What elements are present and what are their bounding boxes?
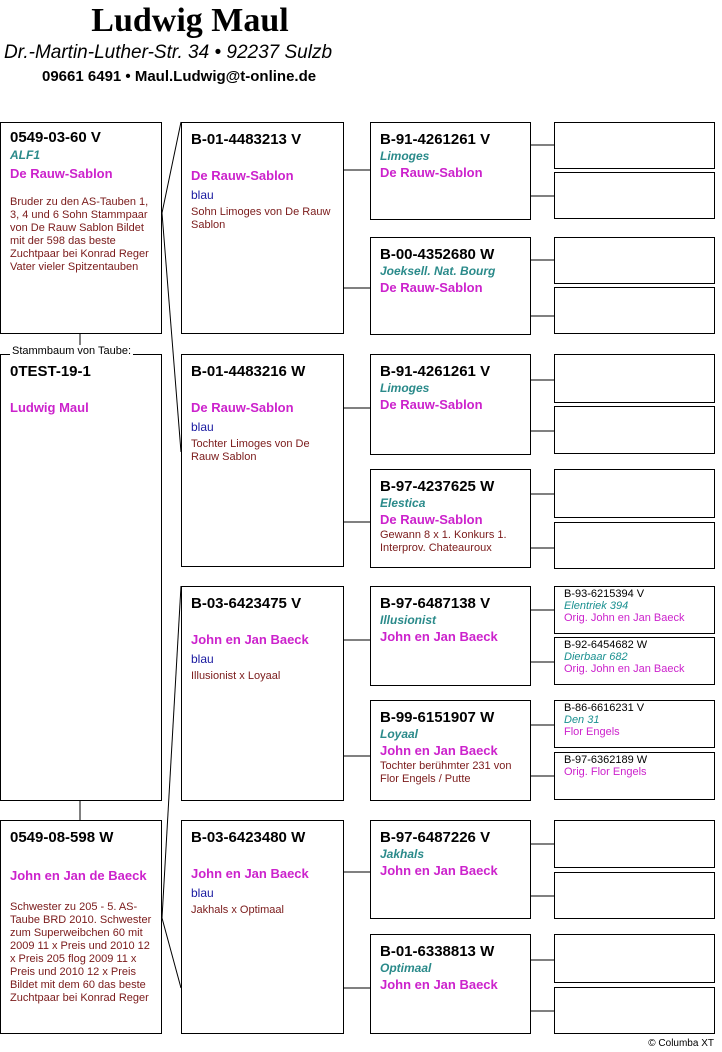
grandparent-card[interactable] — [181, 122, 344, 334]
empty-ancestor-slot[interactable] — [554, 406, 715, 454]
ring-number: 0549-08-598 W — [10, 829, 114, 846]
ring-number: B-03-6423475 V — [191, 595, 302, 612]
breeder: De Rauw-Sablon — [380, 397, 483, 412]
ancestor-card-small[interactable] — [554, 700, 715, 748]
ring-number: B-03-6423480 W — [191, 829, 306, 846]
ancestor-card-small[interactable] — [554, 752, 715, 800]
breeder: John en Jan Baeck — [380, 629, 498, 644]
subject-card[interactable] — [0, 354, 162, 801]
breeder: John en Jan Baeck — [191, 632, 309, 647]
breeder: De Rauw-Sablon — [191, 400, 294, 415]
description: Bruder zu den AS-Tauben 1, 3, 4 und 6 Sohn Stammpaar von De Rauw Sablon Bildet mit der 598 das beste Zuchtpaar bei Konrad Reger Vater vieler Spitzentauben — [10, 196, 149, 273]
breeder: De Rauw-Sablon — [380, 165, 483, 180]
ancestor-card-small[interactable] — [554, 586, 715, 634]
great-grandparent-card[interactable] — [370, 122, 531, 220]
breeder-address: Dr.-Martin-Luther-Str. 34 • 92237 Sulzb — [4, 42, 333, 63]
ring-number: B-00-4352680 W — [380, 246, 495, 263]
ring-number: B-97-6487138 V — [380, 595, 491, 612]
great-grandparent-card[interactable] — [370, 700, 531, 801]
empty-ancestor-slot[interactable] — [554, 820, 715, 868]
great-grandparent-card[interactable] — [370, 237, 531, 335]
ring-number: B-01-6338813 W — [380, 943, 495, 960]
empty-ancestor-slot[interactable] — [554, 987, 715, 1034]
empty-ancestor-slot[interactable] — [554, 172, 715, 219]
pigeon-name: Optimaal — [380, 961, 432, 975]
pigeon-name: Den 31 — [564, 714, 600, 726]
ancestor-card-small[interactable] — [554, 637, 715, 685]
ring-number: B-91-4261261 V — [380, 363, 491, 380]
empty-ancestor-slot[interactable] — [554, 872, 715, 919]
breeder: Orig. Flor Engels — [564, 766, 647, 778]
description: Sohn Limoges von De Rauw Sablon — [191, 206, 331, 231]
description: Tochter Limoges von De Rauw Sablon — [191, 438, 310, 463]
feather-color: blau — [191, 652, 214, 666]
grandparent-card[interactable] — [181, 586, 344, 801]
copyright: © Columba XT — [648, 1038, 714, 1049]
breeder: Flor Engels — [564, 726, 620, 738]
great-grandparent-card[interactable] — [370, 820, 531, 919]
description: Tochter berühmter 231 von Flor Engels / Putte — [380, 760, 512, 785]
description: Gewann 8 x 1. Konkurs 1. Interprov. Chateauroux — [380, 529, 507, 554]
ring-number: B-01-4483213 V — [191, 131, 302, 148]
ring-number: B-93-6215394 V — [564, 588, 645, 600]
ring-number: B-92-6454682 W — [564, 639, 648, 651]
pigeon-name: Joeksell. Nat. Bourg — [380, 264, 496, 278]
breeder: De Rauw-Sablon — [191, 168, 294, 183]
breeder-contact: 09661 6491 • Maul.Ludwig@t-online.de — [42, 68, 317, 85]
breeder: John en Jan Baeck — [380, 863, 498, 878]
ring-number: B-97-4237625 W — [380, 478, 495, 495]
feather-color: blau — [191, 420, 214, 434]
ring-number: B-01-4483216 W — [191, 363, 306, 380]
breeder-name-title: Ludwig Maul — [91, 2, 289, 39]
ring-number: 0549-03-60 V — [10, 129, 101, 146]
breeder: John en Jan Baeck — [380, 977, 498, 992]
empty-ancestor-slot[interactable] — [554, 469, 715, 518]
empty-ancestor-slot[interactable] — [554, 522, 715, 569]
pigeon-name: Illusionist — [380, 613, 437, 627]
description: Jakhals x Optimaal — [191, 904, 284, 916]
breeder: Orig. John en Jan Baeck — [564, 612, 685, 624]
ring-number: B-97-6487226 V — [380, 829, 491, 846]
great-grandparent-card[interactable] — [370, 934, 531, 1034]
subject-ring-number: 0TEST-19-1 — [10, 363, 91, 380]
breeder: De Rauw-Sablon — [380, 512, 483, 527]
breeder: De Rauw-Sablon — [380, 280, 483, 295]
empty-ancestor-slot[interactable] — [554, 287, 715, 334]
empty-ancestor-slot[interactable] — [554, 354, 715, 403]
feather-color: blau — [191, 188, 214, 202]
great-grandparent-card[interactable] — [370, 354, 531, 455]
description: Illusionist x Loyaal — [191, 670, 281, 682]
breeder: De Rauw-Sablon — [10, 166, 113, 181]
breeder: John en Jan Baeck — [191, 866, 309, 881]
great-grandparent-card[interactable] — [370, 469, 531, 568]
description: Schwester zu 205 - 5. AS-Taube BRD 2010. Schwester zum Superweibchen 60 mit 2009 11 x Preis und 2010 12 x Preis 205 flog 2009 11 x Preis und 2010 12 x Preis Bildet mit dem 60 das beste Zuchtpaar bei Konrad Reger — [10, 901, 152, 1004]
pigeon-name: Loyaal — [380, 727, 419, 741]
ring-number: B-86-6616231 V — [564, 702, 645, 714]
breeder: John en Jan Baeck — [380, 743, 498, 758]
pigeon-name: Jakhals — [380, 847, 425, 861]
ring-number: B-99-6151907 W — [380, 709, 495, 726]
empty-ancestor-slot[interactable] — [554, 237, 715, 284]
pigeon-name: Limoges — [380, 149, 430, 163]
father-card[interactable] — [0, 122, 162, 334]
breeder: Orig. John en Jan Baeck — [564, 663, 685, 675]
pigeon-name: Dierbaar 682 — [564, 651, 628, 663]
pigeon-name: Elentriek 394 — [564, 600, 629, 612]
ring-number: B-91-4261261 V — [380, 131, 491, 148]
feather-color: blau — [191, 886, 214, 900]
subject-label: Stammbaum von Taube: — [12, 345, 132, 357]
mother-card[interactable] — [0, 820, 162, 1034]
great-grandparent-card[interactable] — [370, 586, 531, 686]
subject-owner: Ludwig Maul — [10, 400, 89, 415]
ring-number: B-97-6362189 W — [564, 754, 648, 766]
pigeon-name: ALF1 — [10, 148, 40, 162]
empty-ancestor-slot[interactable] — [554, 934, 715, 983]
empty-ancestor-slot[interactable] — [554, 122, 715, 169]
breeder: John en Jan de Baeck — [10, 868, 147, 883]
pigeon-name: Elestica — [380, 496, 426, 510]
pigeon-name: Limoges — [380, 381, 430, 395]
grandparent-card[interactable] — [181, 354, 344, 567]
grandparent-card[interactable] — [181, 820, 344, 1034]
